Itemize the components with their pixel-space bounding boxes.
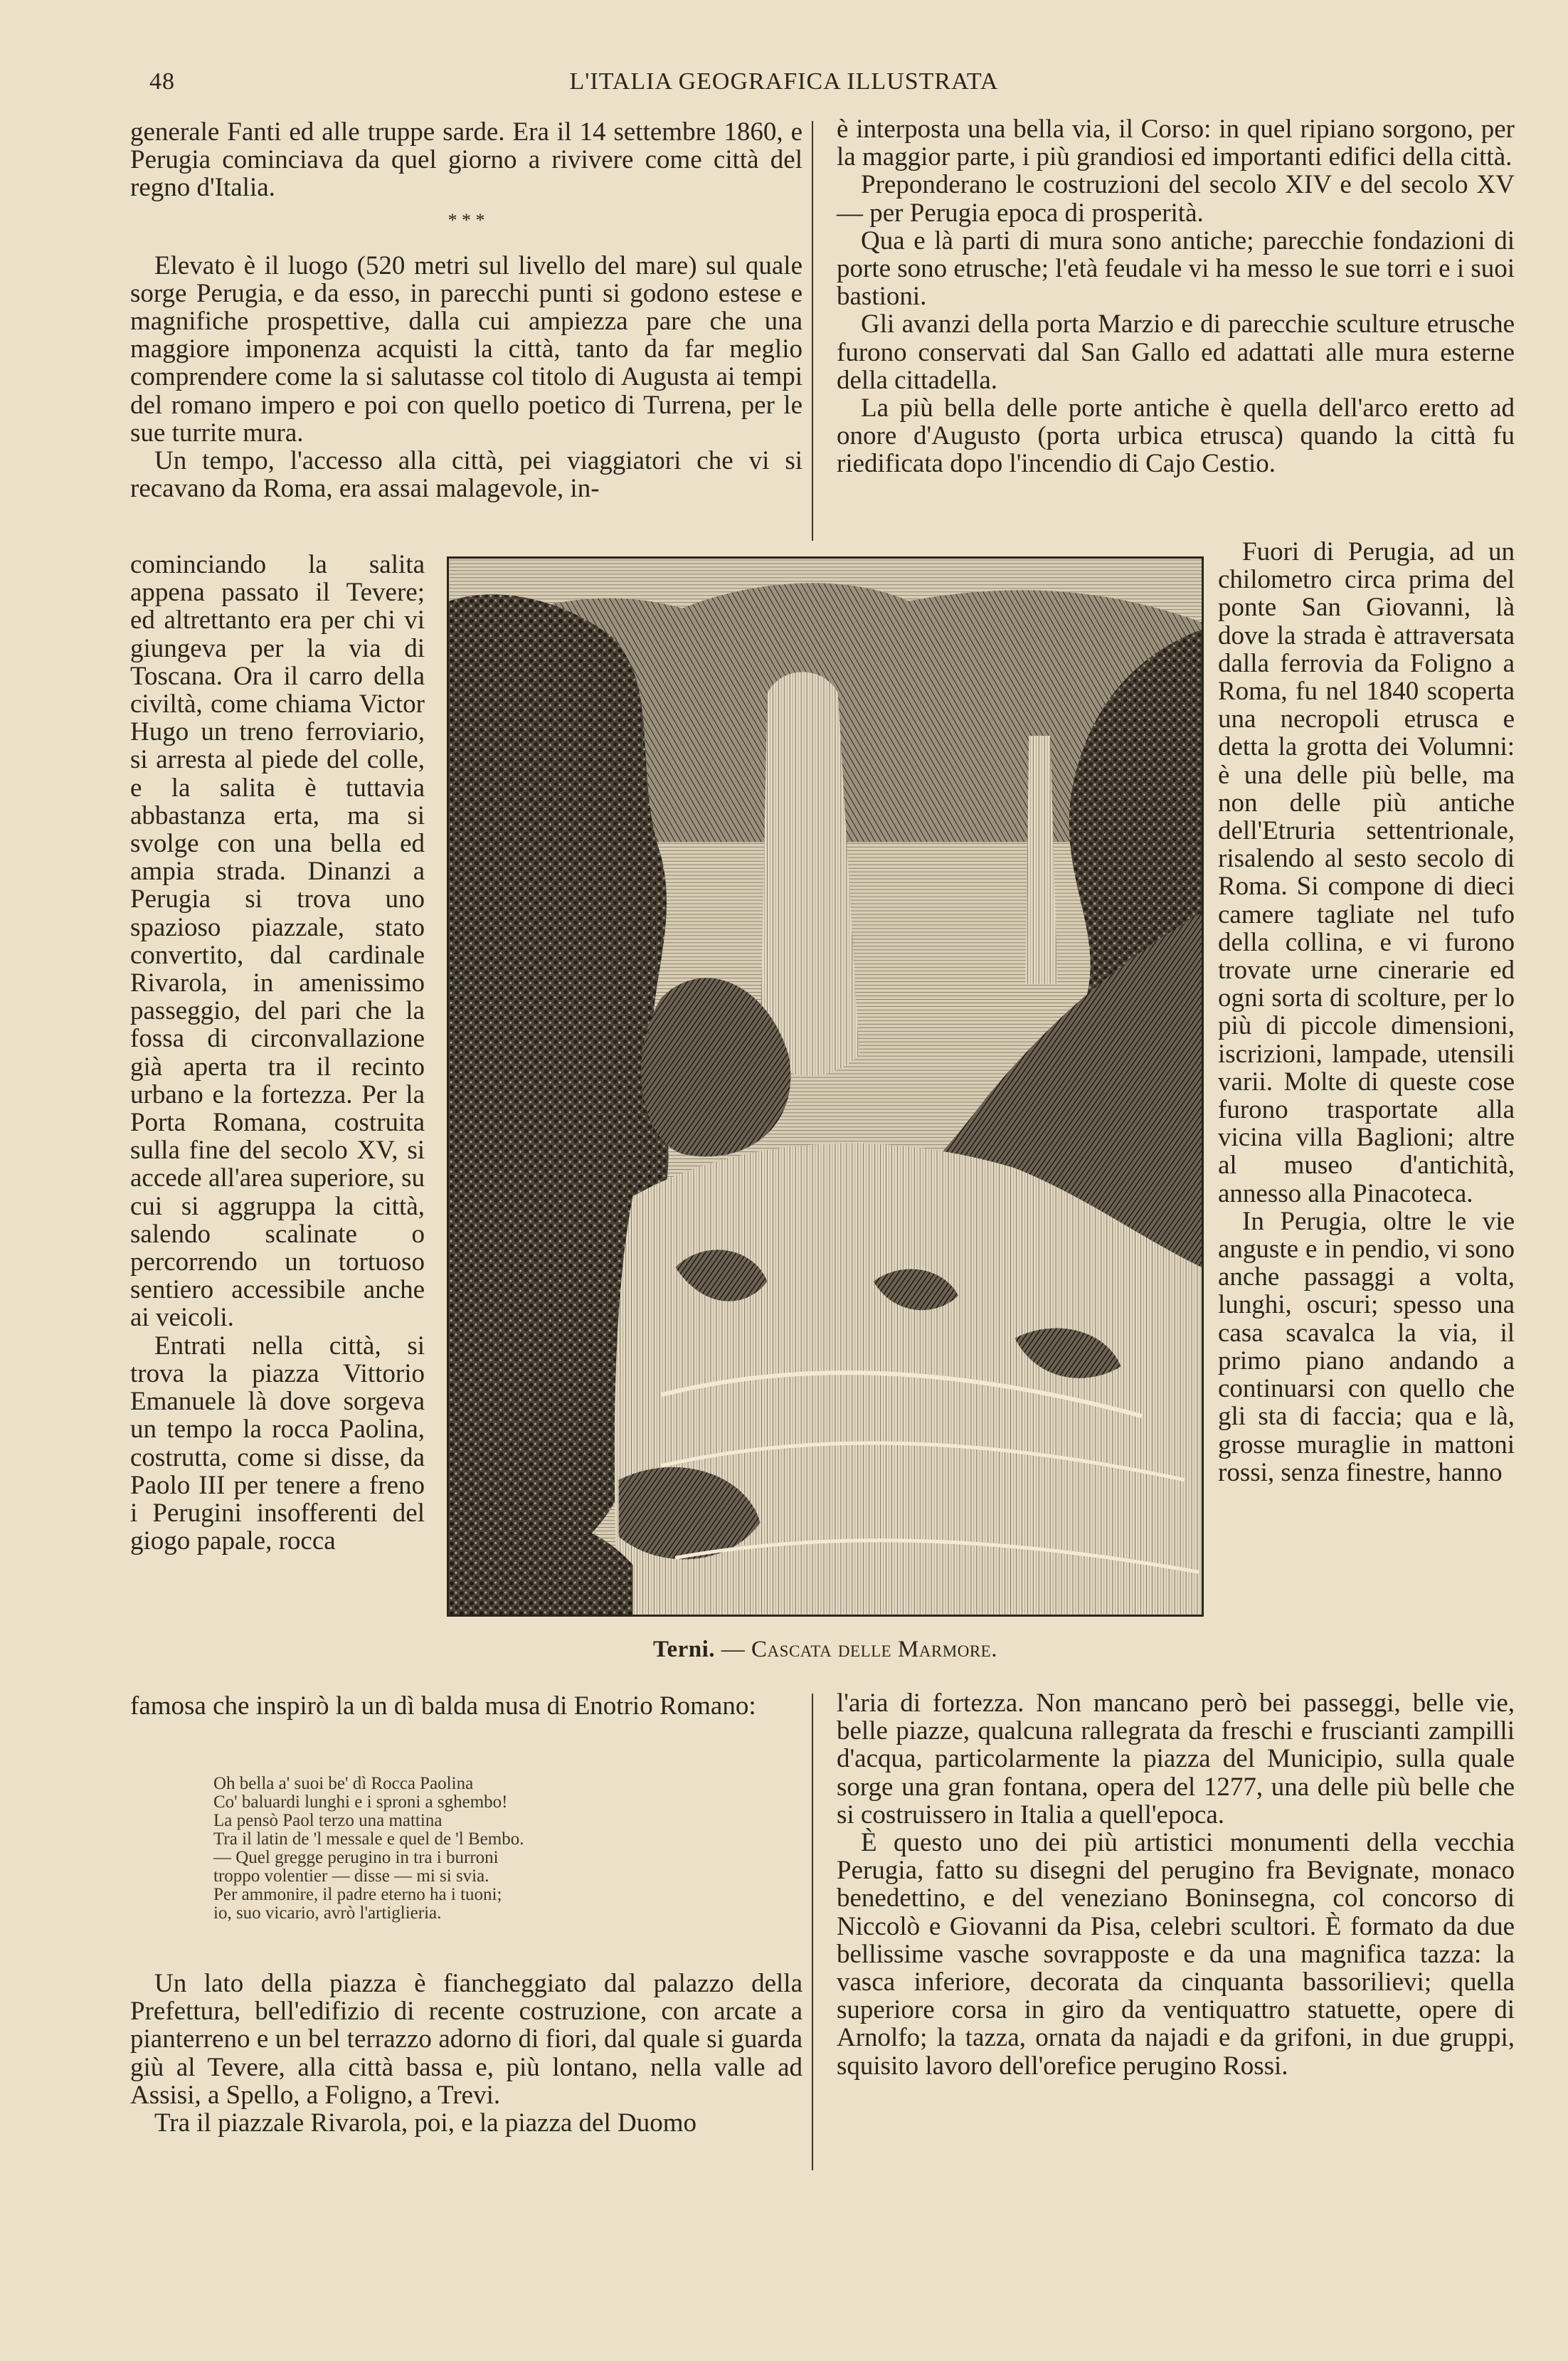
poem-line: Co' baluardi lunghi e i sproni a sghembo! — [213, 1792, 508, 1812]
caption-place: Terni. — [653, 1637, 716, 1662]
poem-line: troppo volentier — disse — mi si svia. — [213, 1866, 489, 1886]
poem-line: Tra il latin de 'l messale e quel de 'l Bembo. — [213, 1829, 524, 1849]
running-header — [0, 68, 1568, 104]
paragraph: Tra il piazzale Rivarola, poi, e la piazza del Duomo — [154, 2108, 697, 2138]
paragraph: generale Fanti ed alle truppe sarde. Era il 14 settembre 1860, e Perugia cominciava da quel giorno a rivivere come città del regno d'Italia. — [130, 117, 802, 203]
waterfall-illustration — [449, 559, 1202, 1615]
paragraph: famosa che inspirò la un dì balda musa di Enotrio Romano: — [130, 1691, 756, 1721]
poem-line: La pensò Paol terzo una mattina — [213, 1811, 443, 1830]
paragraph: Gli avanzi della porta Marzio e di parecchie sculture etrusche furono conservati dal San Gallo ed adattati alle mura esterne della cittadella. — [837, 310, 1515, 395]
section-divider: * * * — [447, 209, 485, 231]
poem-quote — [213, 1775, 797, 1923]
paragraph: Qua e là parti di mura sono antiche; parecchie fondazioni di porte sono etrusche; l'età feudale vi ha messo le sue torri e i suoi bastioni. — [837, 226, 1515, 312]
left-column-narrow — [130, 551, 425, 1555]
column-rule — [812, 121, 813, 541]
page-number: 48 — [149, 68, 175, 95]
paragraph: È questo uno dei più artistici monumenti della vecchia Perugia, fatto su disegni del perugino fra Bevignate, monaco benedettino, e del veneziano Boninsegna, col concorso di Niccolò e Giovanni da Pisa, celebri scultori. È formato da due bellissime vasche sovrapposte e da una magnifica tazza: la vasca inferiore, decorata da cinquanta bassorilievi; quella superiore corsa in giro da ventiquattro statuette, opere di Arnolfo; la tazza, ornata da najadi e da grifoni, in due gruppi, squisito lavoro dell'orefice perugino Rossi. — [837, 1828, 1515, 2081]
left-column-bottom — [130, 1692, 802, 1720]
paragraph: è interposta una bella via, il Corso: in quel ripiano sorgono, per la maggior parte, i più grandiosi ed importanti edifici della città. — [837, 115, 1515, 172]
right-column-narrow — [1218, 538, 1515, 1486]
paragraph: In Perugia, oltre le vie anguste e in pendio, vi sono anche passaggi a volta, lunghi, oscuri; spesso una casa scavalca la via, il primo piano andando a continuarsi con quello che gli sta di faccia; qua e là, grosse muraglie in mattoni rossi, senza finestre, hanno — [1218, 1206, 1515, 1487]
paragraph: Preponderano le costruzioni del secolo XIV e del secolo XV — per Perugia epoca di prosperità. — [837, 170, 1515, 228]
poem-line: Per ammonire, il padre eterno ha i tuoni; — [213, 1885, 502, 1904]
paragraph: cominciando la salita appena passato il Tevere; ed altrettanto era per chi vi giungeva per la via di Toscana. Ora il carro della civiltà, come chiama Victor Hugo un treno ferroviario, si arresta al piede del colle, e la salita è tuttavia abbastanza erta, ma si svolge con una bella ed ampia strada. Dinanzi a Perugia si trova uno spazioso piazzale, stato convertito, dal cardinale Rivarola, in amenissimo passeggio, del pari che la fossa di circonvallazione già aperta tra il recinto urbano e la fortezza. Per la Porta Romana, costruita sulla fine del secolo XV, si accede all'area superiore, su cui si aggruppa la città, salendo scalinate o percorrendo un tortuoso sentiero accessibile anche ai veicoli. — [130, 550, 425, 1333]
caption-title: Cascata delle Marmore. — [751, 1637, 997, 1662]
caption-dash: — — [721, 1637, 746, 1662]
poem-line: Oh bella a' suoi be' dì Rocca Paolina — [213, 1774, 474, 1793]
column-rule — [812, 1694, 813, 2170]
paragraph: La più bella delle porte antiche è quella dell'arco eretto ad onore d'Augusto (porta urbica etrusca) quando la città fu riedificata dopo l'incendio di Cajo Cestio. — [837, 394, 1515, 479]
paragraph: Fuori di Perugia, ad un chilometro circa prima del ponte San Giovanni, là dove la strada è attraversata dalla ferrovia da Foligno a Roma, fu nel 1840 scoperta una necropoli etrusca e detta la grotta dei Volumni: è una delle più belle, ma non delle più antiche dell'Etruria settentrionale, risalendo al sesto secolo di Roma. Si compone di dieci camere tagliate nel tufo della collina, e vi furono trovate urne cinerarie ed ogni sorta di scolture, per lo più di piccole dimensioni, iscrizioni, lampade, utensili varii. Molte di queste cose furono trasportate alla vicina villa Baglioni; altre al museo d'antichità, annesso alla Pinacoteca. — [1218, 537, 1515, 1208]
running-title: L'ITALIA GEOGRAFICA ILLUSTRATA — [569, 68, 999, 95]
left-column-top — [130, 118, 802, 502]
right-column-bottom — [837, 1689, 1515, 2080]
paragraph: Un tempo, l'accesso alla città, pei viaggiatori che vi si recavano da Roma, era assai malagevole, in- — [130, 446, 802, 504]
paragraph: Entrati nella città, si trova la piazza Vittorio Emanuele là dove sorgeva un tempo la rocca Paolina, costrutta, come si disse, da Paolo III per tenere a freno i Perugini insofferenti del giogo papale, rocca — [130, 1331, 425, 1556]
poem-line: — Quel gregge perugino in tra i burroni — [213, 1848, 499, 1867]
paragraph: l'aria di fortezza. Non mancano però bei passeggi, belle vie, belle piazze, qualcuna rallegrata da freschi e fruscianti zampilli d'acqua, particolarmente la piazza del Municipio, sulla quale sorge una gran fontana, opera del 1277, una delle più belle che si costruissero in Italia a quell'epoca. — [837, 1689, 1515, 1829]
paragraph: Un lato della piazza è fiancheggiato dal palazzo della Prefettura, bell'edifizio di recente costruzione, con arcate a pianterreno e un bel terrazzo adorno di fiori, dal quale si guarda giù al Tevere, alla città bassa e, più lontano, nella valle ad Assisi, a Spello, a Foligno, a Trevi. — [130, 1969, 802, 2110]
figure-caption — [447, 1637, 1204, 1663]
waterfall-engraving — [447, 556, 1204, 1617]
left-column-end — [130, 1970, 802, 2137]
right-column-top — [837, 115, 1515, 478]
poem-line: io, suo vicario, avrò l'artiglieria. — [213, 1903, 442, 1923]
paragraph: Elevato è il luogo (520 metri sul livello del mare) sul quale sorge Perugia, e da esso, in parecchi punti si godono estese e magnifiche prospettive, dalla cui ampiezza pare che una maggiore imponenza acquisti la città, tanto da far meglio comprendere come la si salutasse col titolo di Augusta ai tempi del romano impero e poi con quello poetico di Turrena, per le sue turrite mura. — [130, 250, 802, 448]
